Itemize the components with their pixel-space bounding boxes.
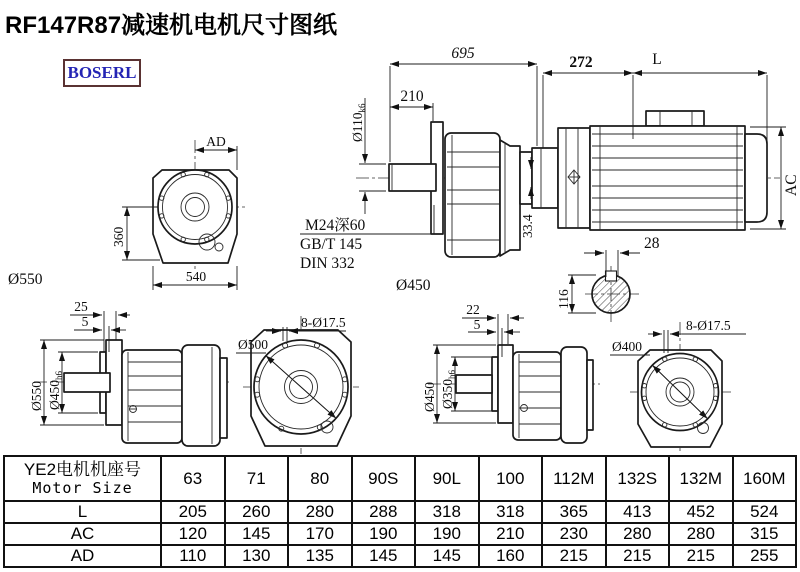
thread-note-line2: GB/T 145 (300, 236, 363, 253)
table-header-size: 90L (415, 456, 479, 501)
table-cell: 280 (606, 523, 670, 545)
table-cell: 130 (225, 545, 289, 567)
bottom-view-4 (610, 318, 746, 454)
b2-dim-500-label: Ø500 (238, 337, 268, 352)
table-header-size: 71 (225, 456, 289, 501)
table-row-label: AC (4, 523, 161, 545)
table-header-size: 80 (288, 456, 352, 501)
terminal-box (646, 111, 704, 126)
page-title: RF147R87减速机电机尺寸图纸 (5, 12, 338, 39)
table-cell: 215 (669, 545, 733, 567)
dim-360-label: 360 (111, 226, 126, 247)
table-cell: 524 (733, 501, 797, 523)
dim-28-label: 28 (644, 235, 660, 252)
dim-550-label: Ø550 (8, 271, 43, 288)
table-cell: 145 (352, 545, 416, 567)
shaft-section-detail (556, 235, 660, 322)
dim-210-label: 210 (400, 88, 424, 105)
motor-dimension-table (3, 455, 797, 568)
table-cell: 255 (733, 545, 797, 567)
b1-dim-450-label: $Ø450_{h6}$ (47, 371, 64, 410)
table-cell: 210 (479, 523, 543, 545)
table-cell: 110 (161, 545, 225, 567)
table-header-size: 112M (542, 456, 606, 501)
b3-dim-450-label: Ø450 (422, 382, 437, 412)
b4-holes-label: 8-Ø17.5 (686, 318, 731, 333)
motor-endcap (745, 134, 767, 222)
table-cell: 215 (606, 545, 670, 567)
dim-116-label: 116 (556, 289, 571, 309)
table-cell: 160 (479, 545, 543, 567)
b4-dim-400-label: Ø400 (612, 339, 642, 354)
table-cell: 288 (352, 501, 416, 523)
dim-ad-label: AD (206, 134, 226, 149)
adapter-bell (532, 148, 558, 208)
table-header-motor-size: YE2电机机座号 Motor Size (4, 456, 161, 501)
dim-272-label: 272 (569, 54, 593, 71)
dim-l-label: L (652, 51, 662, 68)
table-header-size: 132M (669, 456, 733, 501)
dim-450-label: Ø450 (396, 277, 431, 294)
front-view (8, 134, 248, 290)
table-cell: 120 (161, 523, 225, 545)
table-row-label: AD (4, 545, 161, 567)
table-cell: 205 (161, 501, 225, 523)
table-cell: 318 (479, 501, 543, 523)
dim-695-label: 695 (451, 45, 475, 62)
table-header-size: 160M (733, 456, 797, 501)
table-cell: 170 (288, 523, 352, 545)
bottom-view-2 (236, 315, 359, 454)
table-cell: 280 (288, 501, 352, 523)
table-cell: 413 (606, 501, 670, 523)
table-cell: 365 (542, 501, 606, 523)
bottom-view-1 (29, 299, 230, 446)
b3-dim-5-label: 5 (473, 317, 481, 332)
table-header-size: 63 (161, 456, 225, 501)
table-row (4, 501, 796, 523)
dim-334-label: 33.4 (520, 214, 535, 238)
table-header-size: 100 (479, 456, 543, 501)
thread-note-line1: M24深60 (305, 217, 366, 234)
table-cell: 318 (415, 501, 479, 523)
table-cell: 135 (288, 545, 352, 567)
table-cell: 315 (733, 523, 797, 545)
output-shaft (389, 164, 436, 191)
dimension-table (3, 455, 797, 568)
table-cell: 230 (542, 523, 606, 545)
b3-dim-22-label: 22 (466, 302, 480, 317)
dim-ac-label: AC (783, 174, 800, 196)
table-cell: 260 (225, 501, 289, 523)
thread-note-line3: DIN 332 (300, 255, 355, 272)
table-row (4, 545, 796, 567)
brand-logo: BOSERL (63, 59, 141, 87)
dim-shaft-dia-label: $Ø110_{k6}$ (350, 103, 367, 142)
table-cell: 215 (542, 545, 606, 567)
table-cell: 190 (352, 523, 416, 545)
table-cell: 280 (669, 523, 733, 545)
b1-dim-5-label: 5 (81, 314, 89, 329)
table-cell: 190 (415, 523, 479, 545)
b1-dim-550-label: Ø550 (29, 381, 44, 411)
table-cell: 452 (669, 501, 733, 523)
table-row-label: L (4, 501, 161, 523)
side-view (300, 45, 800, 322)
motor-body (590, 126, 745, 230)
table-cell: 145 (225, 523, 289, 545)
table-cell: 145 (415, 545, 479, 567)
b1-dim-25-label: 25 (74, 299, 88, 314)
b2-holes-label: 8-Ø17.5 (301, 315, 346, 330)
bottom-view-3 (422, 302, 600, 443)
b3-dim-350-label: $Ø350_{h6}$ (440, 370, 457, 409)
table-header-size: 132S (606, 456, 670, 501)
dim-540-label: 540 (185, 269, 207, 284)
table-header-size: 90S (352, 456, 416, 501)
table-row (4, 523, 796, 545)
